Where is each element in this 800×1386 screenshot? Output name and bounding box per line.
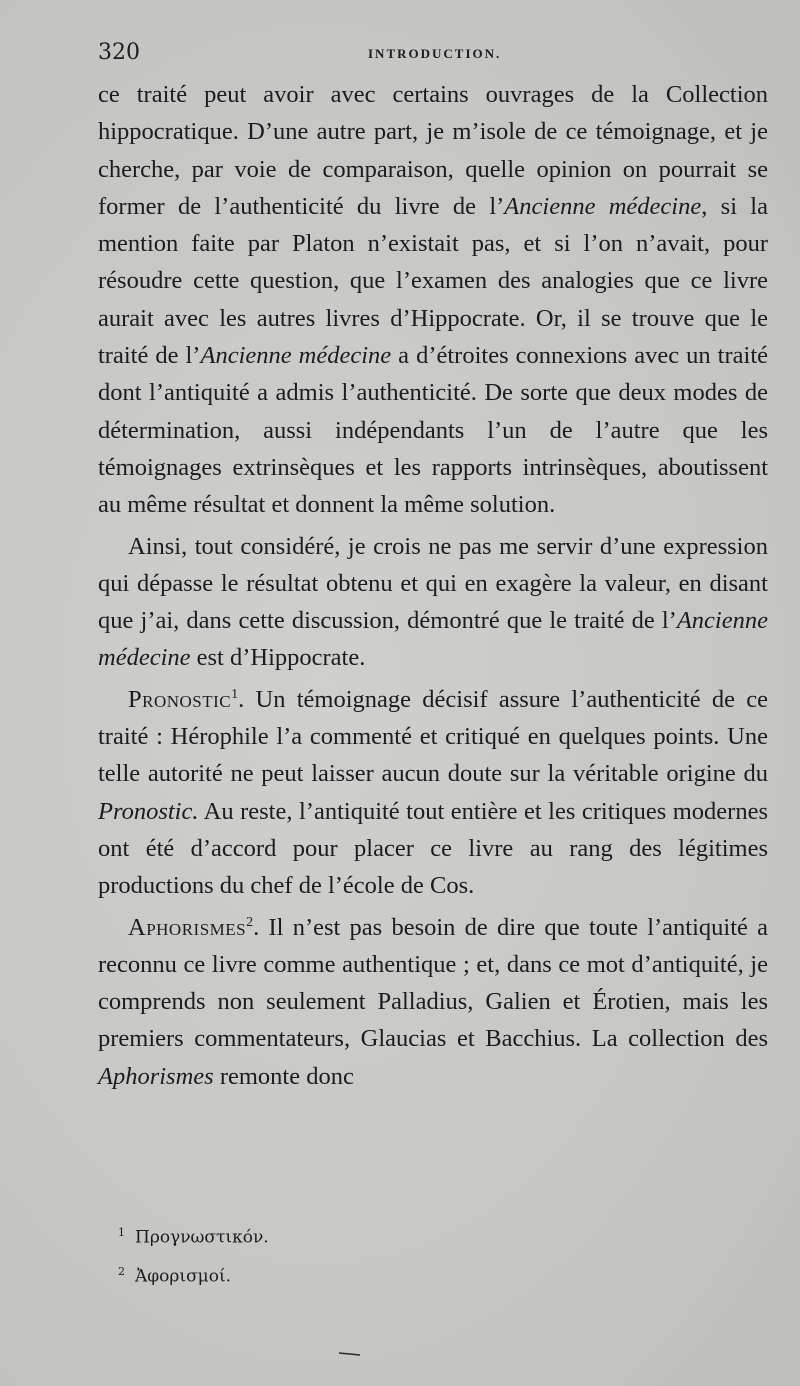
- footnote-text: Προγνωστικόν.: [135, 1227, 269, 1248]
- footnote-mark: 1: [118, 1226, 125, 1239]
- paragraph-1: [98, 76, 768, 524]
- running-head: [98, 40, 788, 70]
- page-number: 320: [98, 40, 140, 65]
- footnote-ref: 1: [231, 686, 239, 702]
- text-run: , si la mention faite par Platon n’existait pas, et si l’on n’avait, pour résoudre cette question, que l’examen des analogies que ce livre aurait avec les autres livres d’Hippocrate. Or, il se trouve que le traité de l’: [98, 192, 768, 370]
- footnote-mark: 2: [118, 1264, 125, 1278]
- scan-smudge-mark: [338, 1352, 362, 1356]
- text-run: Ainsi, tout considéré, je crois ne pas me servir d’une expression qui dépasse le résultat obtenu et qui en exagère la valeur, en disant que j’ai, dans cette discussion, démontré que le traité de l’: [98, 532, 768, 635]
- footnote-text: Ἀφορισμοί.: [135, 1266, 232, 1287]
- text-run: est d’Hippocrate.: [190, 644, 366, 672]
- section-heading: Pronostic: [128, 685, 232, 713]
- section-heading: Aphorismes: [128, 913, 247, 941]
- text-run: Au reste, l’antiquité tout entière et les critiques modernes ont été d’accord pour placer ce livre au rang des légitimes productions du chef de l’école de Cos.: [98, 797, 768, 900]
- text-run: remonte donc: [213, 1062, 354, 1090]
- italic-title: Ancienne médecine: [200, 342, 392, 370]
- paragraph-pronostic: [98, 681, 768, 905]
- italic-title: Aphorismes: [98, 1062, 214, 1090]
- text-run: ce traité peut avoir avec certains ouvrages de la Collection hippocratique. D’une autre part, je m’isole de ce témoignage, et je cherche, par voie de comparaison, quelle opinion on pourrait se former de l’authenticité du livre de l’: [98, 81, 768, 220]
- footnote-2: [118, 1255, 758, 1294]
- text-run: . Un témoignage décisif assure l’authenticité de ce traité : Hérophile l’a commenté et critiqué en quelques points. Une telle autorité ne peut laisser aucun doute sur la véritable origine du: [98, 685, 768, 788]
- footnote-ref: 2: [246, 914, 254, 930]
- italic-title: Ancienne médecine: [98, 607, 768, 672]
- body-text: [98, 76, 768, 1095]
- running-head-title: INTRODUCTION.: [368, 46, 502, 61]
- footnote-1: [118, 1216, 758, 1255]
- italic-title: Ancienne médecine: [504, 192, 702, 220]
- text-run: . Il n’est pas besoin de dire que toute l’antiquité a reconnu ce livre comme authentique ; et, dans ce mot d’antiquité, je comprends non seulement Palladius, Galien et Érotien, mais les premiers commentateurs, Glaucias et Bacchius. La collection des: [98, 913, 768, 1053]
- paragraph-2: [98, 528, 768, 677]
- italic-title: Pronostic.: [98, 797, 199, 825]
- paragraph-aphorismes: [98, 909, 768, 1095]
- text-run: a d’étroites connexions avec un traité dont l’antiquité a admis l’authenticité. De sorte que deux modes de détermination, aussi indépendants l’un de l’autre que les témoignages extrinsèques et les rapports intrinsèques, aboutissent au même résultat et donnent la même solution.: [98, 342, 768, 519]
- footnotes: [118, 1216, 758, 1293]
